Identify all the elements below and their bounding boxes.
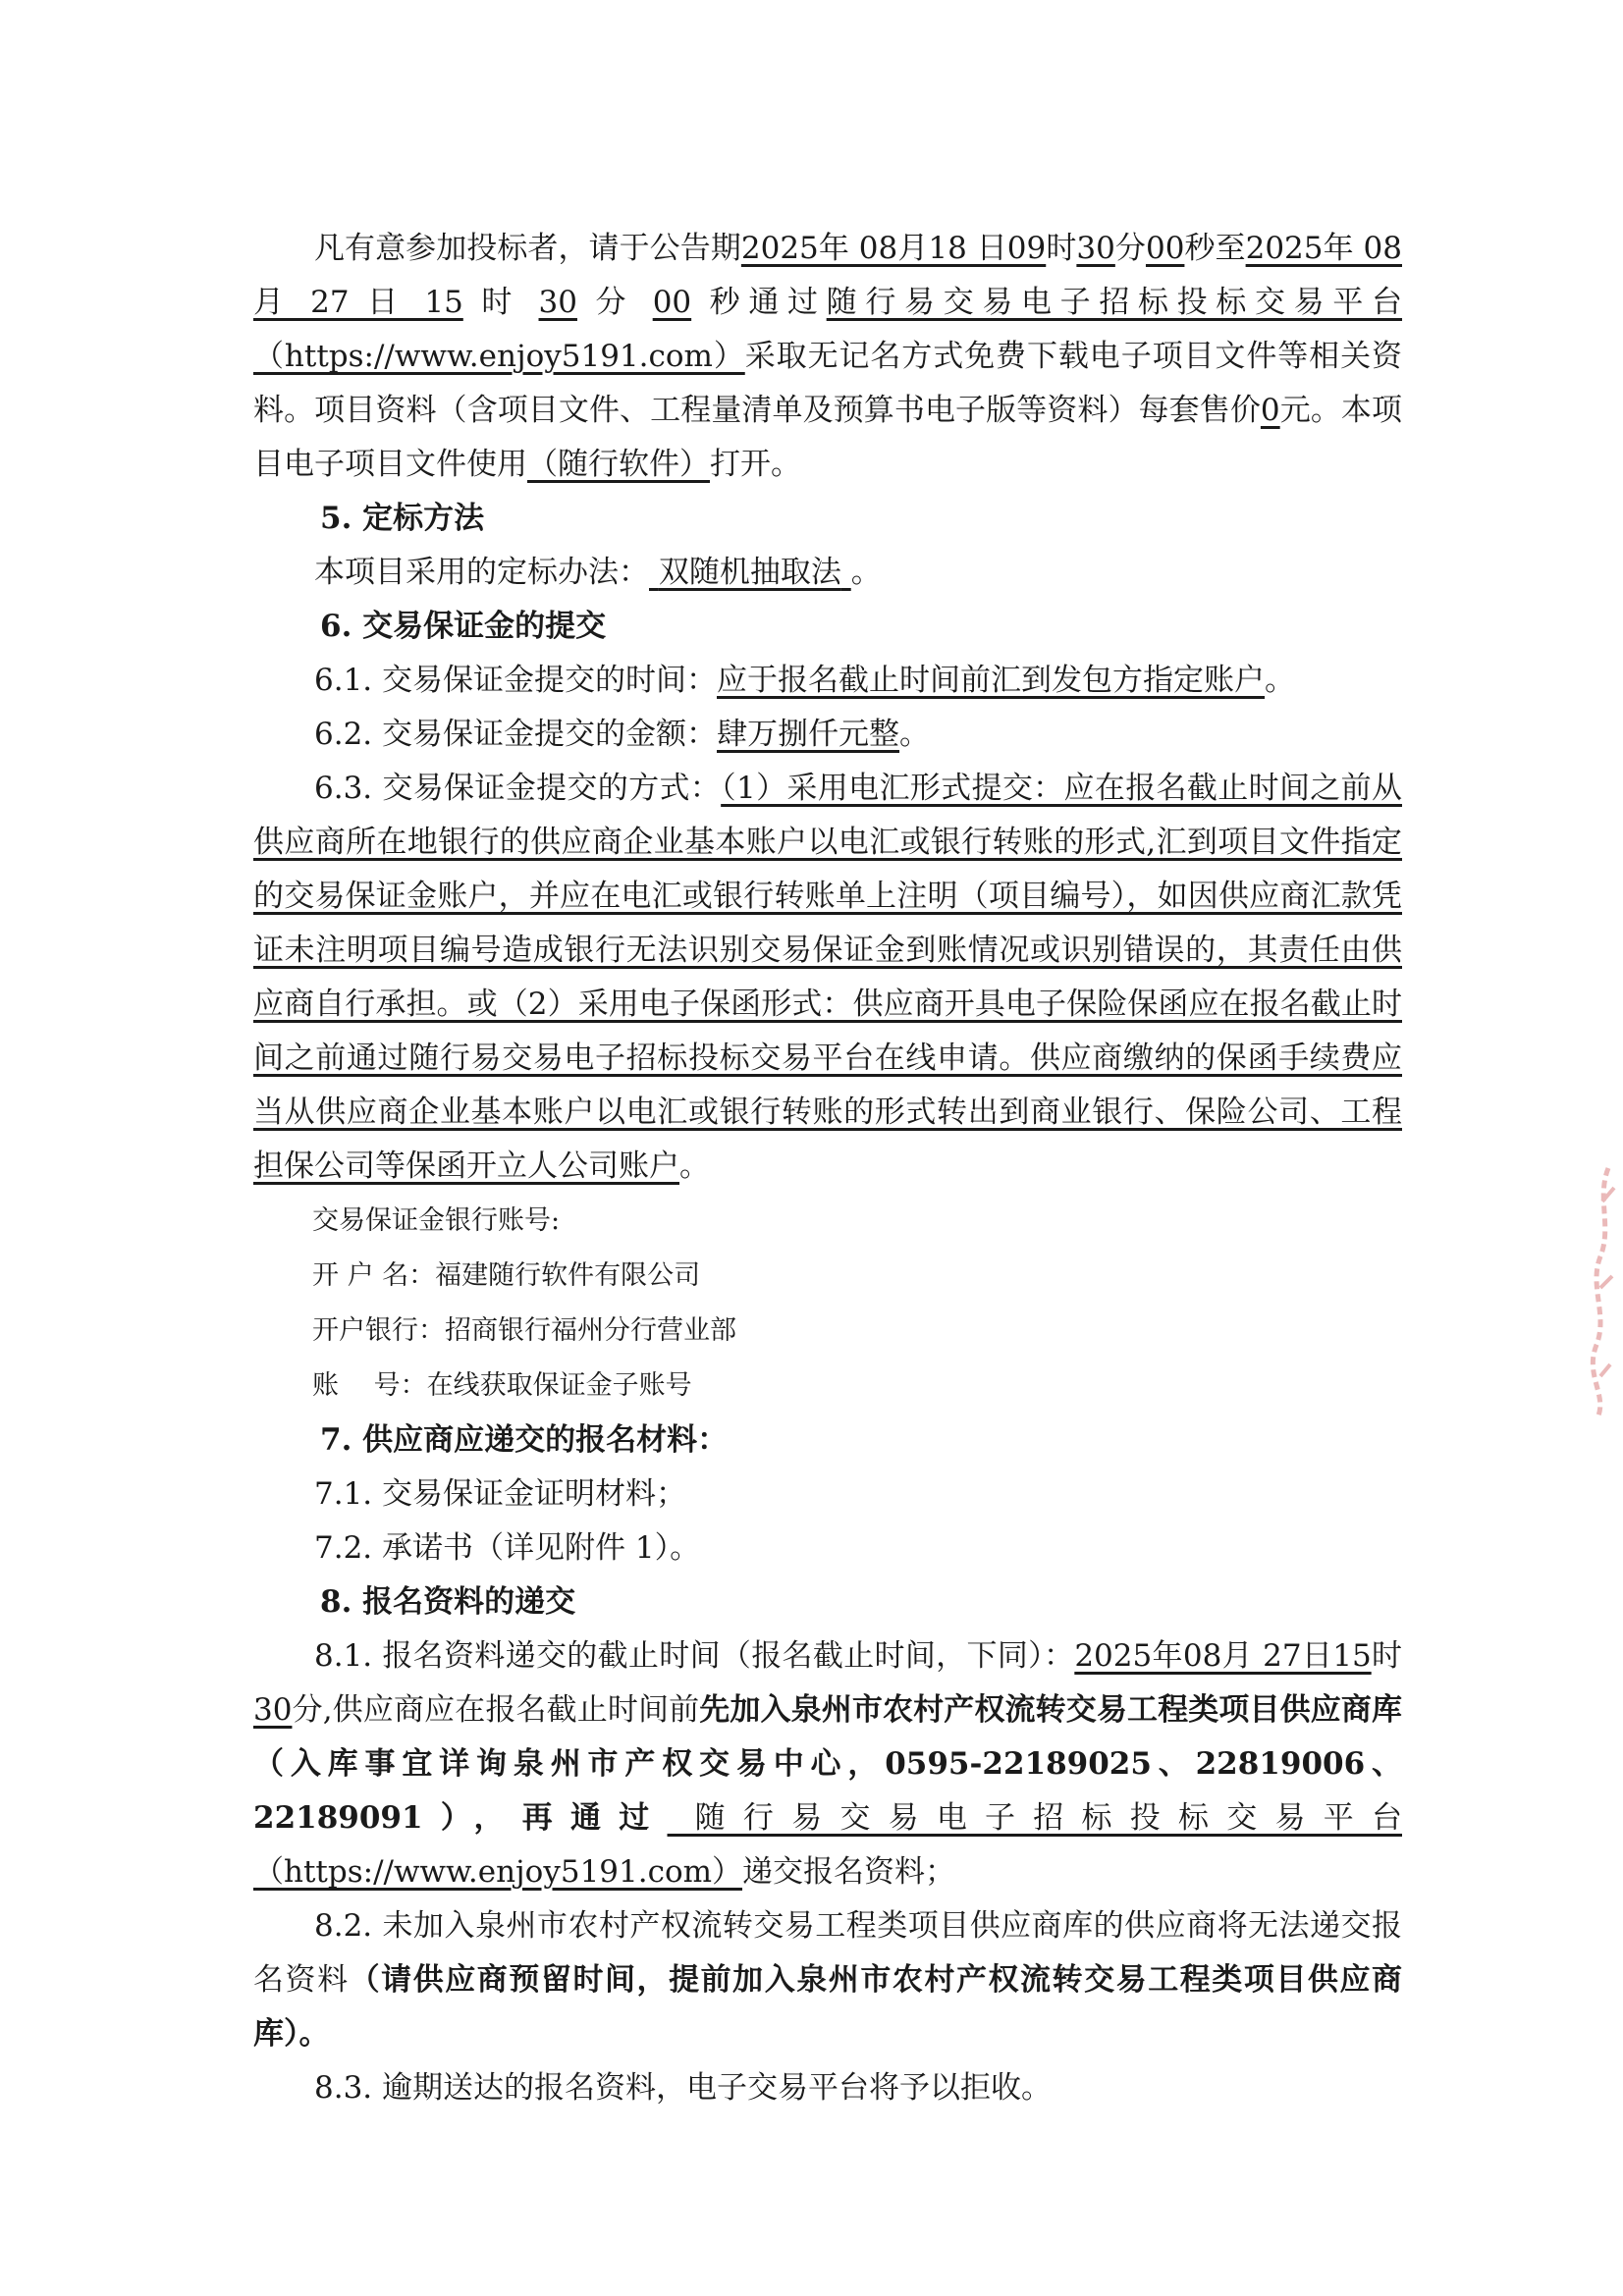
text-segment: 。 (899, 717, 931, 752)
text-segment: 。 (850, 555, 882, 590)
end-date: 2025年 08 月 27 日 15 (253, 231, 1402, 320)
text-segment: 。 (679, 1148, 710, 1184)
section-heading-5: 5. 定标方法 (320, 501, 485, 536)
bank-branch-value: 招商银行福州分行营业部 (445, 1315, 736, 1346)
section-heading-8: 8. 报名资料的递交 (320, 1584, 576, 1620)
bank-branch-line (253, 1304, 1402, 1359)
deadline-date: 2025年08月 27日15 (1074, 1638, 1372, 1674)
deposit-time-line (253, 654, 1402, 708)
section-heading-6: 6. 交易保证金的提交 (320, 609, 607, 644)
price-value: 0 (1260, 393, 1280, 428)
bank-account-line (253, 1359, 1402, 1414)
platform-link: 随行易交易电子招标投标交易平台（https://www.enjoy5191.com） (253, 1800, 1402, 1890)
end-second: 00 (652, 285, 692, 320)
deadline-minute: 30 (253, 1692, 293, 1728)
unregistered-paragraph (253, 1899, 1402, 2061)
text-segment: 分 (1114, 231, 1146, 266)
start-date: 2025年 08月18 日09 (740, 231, 1047, 266)
material-item-1: 7.1. 交易保证金证明材料； (314, 1476, 687, 1512)
bank-account-title: 交易保证金银行账号: (312, 1205, 561, 1236)
software-name: （随行软件） (527, 447, 710, 482)
text-segment: 秒至 (1184, 231, 1246, 266)
deposit-time-value: 应于报名截止时间前汇到发包方指定账户 (717, 663, 1266, 698)
deposit-amount-line (253, 708, 1402, 762)
text-segment: 元。本项目电子项目文件使用 (253, 393, 1403, 482)
end-minute: 30 (538, 285, 577, 320)
text-segment: 时 (1371, 1638, 1402, 1674)
reserve-time-notice: （请供应商预留时间，提前加入泉州市农村产权流转交易工程类项目供应商库）。 (253, 1962, 1403, 2052)
deposit-method-label: 6.3. 交易保证金提交的方式： (314, 771, 722, 806)
text-segment: 递交报名资料； (742, 1854, 956, 1890)
text-segment: 凡有意参加投标者，请于公告期 (314, 231, 741, 266)
deadline-paragraph (253, 1629, 1402, 1899)
text-segment: 秒通过 (691, 285, 827, 320)
section-heading-7: 7. 供应商应递交的报名材料： (320, 1422, 729, 1458)
bank-name-value: 福建随行软件有限公司 (435, 1260, 701, 1291)
late-submission-line: 8.3. 逾期送达的报名资料，电子交易平台将予以拒收。 (314, 2070, 1053, 2106)
bank-account-value: 在线获取保证金子账号 (426, 1370, 692, 1401)
deposit-method-paragraph (253, 762, 1402, 1194)
award-method-label: 本项目采用的定标办法： (314, 555, 649, 590)
deposit-time-label: 6.1. 交易保证金提交的时间： (314, 663, 718, 698)
material-item-2: 7.2. 承诺书（详见附件 1）。 (314, 1530, 701, 1566)
start-second: 00 (1145, 231, 1185, 266)
bank-name-line (253, 1249, 1402, 1304)
platform-link: 随行易交易电子招标投标交易平台（https://www.enjoy5191.com） (253, 285, 1403, 374)
text-segment: 8.1. 报名资料递交的截止时间（报名截止时间，下同）： (314, 1638, 1075, 1674)
award-method-line (253, 546, 1402, 600)
bank-branch-label: 开户银行： (312, 1315, 445, 1346)
text-segment: 打开。 (710, 447, 801, 482)
supplier-library-notice: 先加入泉州市农村产权流转交易工程类项目供应商库（入库事宜详询泉州市产权交易中心，0595-22189025、22819006、22189091），再通过 (253, 1692, 1403, 1836)
text-segment: 。 (1265, 663, 1296, 698)
text-segment: 8.2. 未加入泉州市农村产权流转交易工程类项目供应商库的供应商将无法递交报名资料 (253, 1908, 1402, 1998)
bank-account-label: 账 号： (312, 1370, 427, 1401)
text-segment: 分,供应商应在报名截止时间前 (292, 1692, 700, 1728)
red-seal-fragment (1579, 1158, 1618, 1423)
start-minute: 30 (1076, 231, 1115, 266)
award-method-value (649, 555, 851, 590)
text-segment: 分 (576, 285, 653, 320)
text-segment: 采取无记名方式免费下载电子项目文件等相关资料。项目资料（含项目文件、工程量清单及预算书电子版等资料）每套售价 (253, 339, 1402, 428)
deposit-amount-value: 肆万捌仟元整 (717, 717, 900, 752)
deposit-amount-label: 6.2. 交易保证金提交的金额： (314, 717, 718, 752)
text-segment: 时 (1046, 231, 1077, 266)
bank-name-label: 开 户 名： (312, 1260, 436, 1291)
download-paragraph (253, 222, 1402, 492)
award-method-text: 双随机抽取法 (658, 555, 841, 590)
text-segment: 时 (462, 285, 539, 320)
deposit-method-value: （1）采用电汇形式提交：应在报名截止时间之前从供应商所在地银行的供应商企业基本账户以电汇或银行转账的形式,汇到项目文件指定的交易保证金账户，并应在电汇或银行转账单上注明（项目编号），如因供应商汇款凭证未注明项目编号造成银行无法识别交易保证金到账情况或识别错误的，其责任由供应商自行承担。或（2）采用电子保函形式：供应商开具电子保险保函应在报名截止时间之前通过随行易交易电子招标投标交易平台在线申请。供应商缴纳的保函手续费应当从供应商企业基本账户以电汇或银行转账的形式转出到商业银行、保险公司、工程担保公司等保函开立人公司账户 (253, 771, 1402, 1184)
document-body (253, 222, 1402, 2115)
